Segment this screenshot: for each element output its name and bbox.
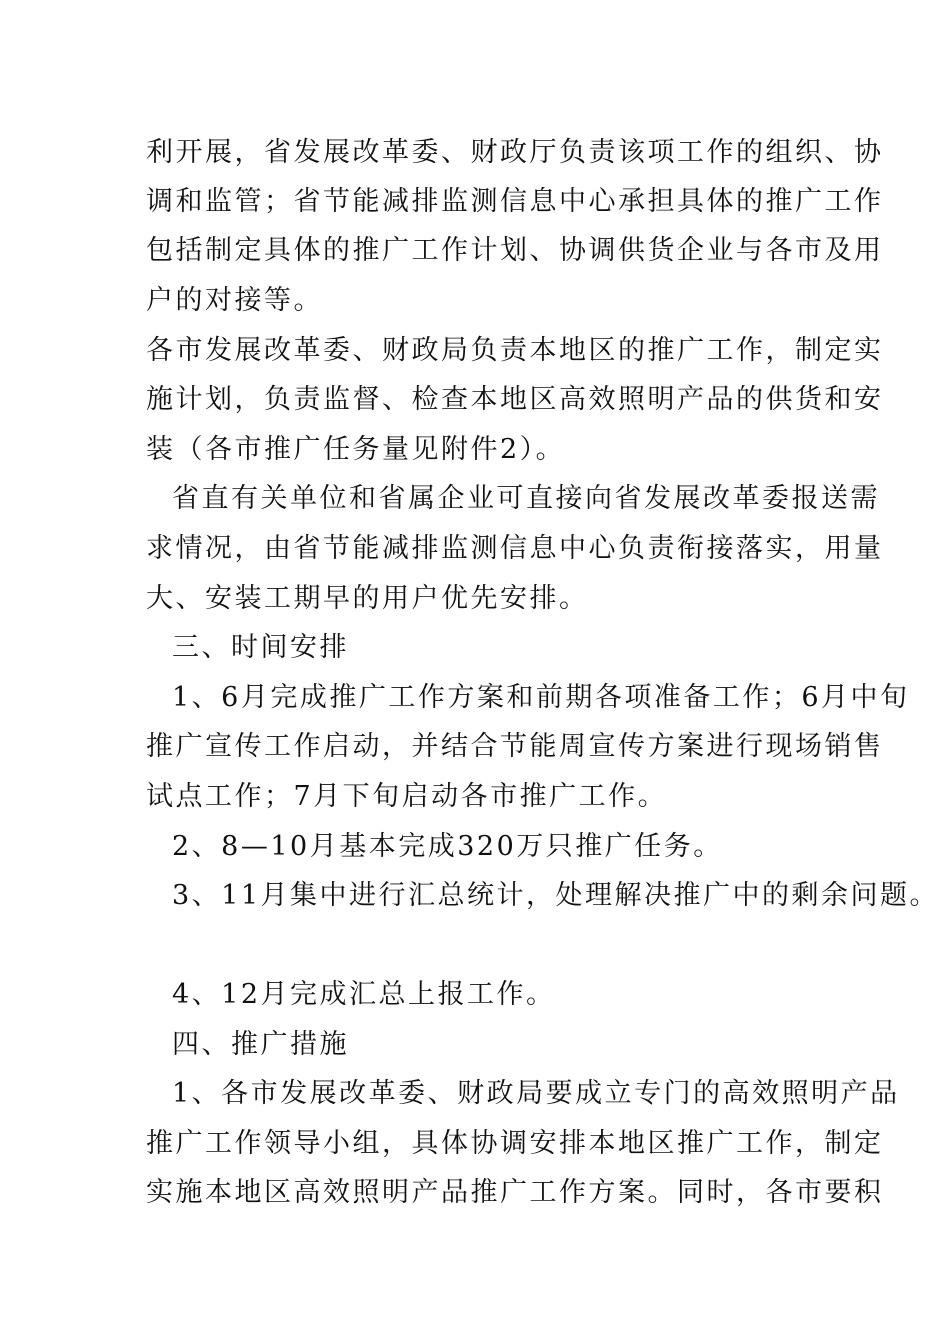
text-line: 施计划，负责监督、检查本地区高效照明产品的供货和安 (146, 384, 884, 415)
text-line: 调和监管；省节能减排监测信息中心承担具体的推广工作 (146, 186, 884, 217)
text-line: 各市发展改革委、财政局负责本地区的推广工作，制定实 (146, 335, 884, 366)
text-line: 装（各市推广任务量见附件2）。 (146, 434, 566, 465)
section-heading: 三、时间安排 (172, 632, 349, 663)
text-line: 实施本地区高效照明产品推广工作方案。同时，各市要积 (146, 1177, 884, 1208)
text-line: 推广工作领导小组，具体协调安排本地区推广工作，制定 (146, 1128, 884, 1159)
text-line: 1、各市发展改革委、财政局要成立专门的高效照明产品 (172, 1078, 900, 1109)
text-line: 包括制定具体的推广工作计划、协调供货企业与各市及用 (146, 235, 884, 266)
text-line: 推广宣传工作启动，并结合节能周宣传方案进行现场销售 (146, 731, 884, 762)
section-heading: 四、推广措施 (172, 1029, 349, 1060)
text-line: 1、6月完成推广工作方案和前期各项准备工作；6月中旬 (172, 682, 910, 713)
text-line: 大、安装工期早的用户优先安排。 (146, 583, 589, 614)
text-line: 3、11月集中进行汇总统计，处理解决推广中的剩余问题。 (172, 880, 940, 911)
text-line: 试点工作；7月下旬启动各市推广工作。 (146, 781, 668, 812)
text-line: 求情况，由省节能减排监测信息中心负责衔接落实，用量 (146, 533, 884, 564)
text-line: 省直有关单位和省属企业可直接向省发展改革委报送需 (172, 483, 880, 514)
text-line: 户的对接等。 (146, 285, 323, 316)
text-line: 利开展，省发展改革委、财政厅负责该项工作的组织、协 (146, 137, 884, 168)
text-line: 4、12月完成汇总上报工作。 (172, 979, 556, 1010)
text-line: 2、8—10月基本完成320万只推广任务。 (172, 831, 723, 862)
